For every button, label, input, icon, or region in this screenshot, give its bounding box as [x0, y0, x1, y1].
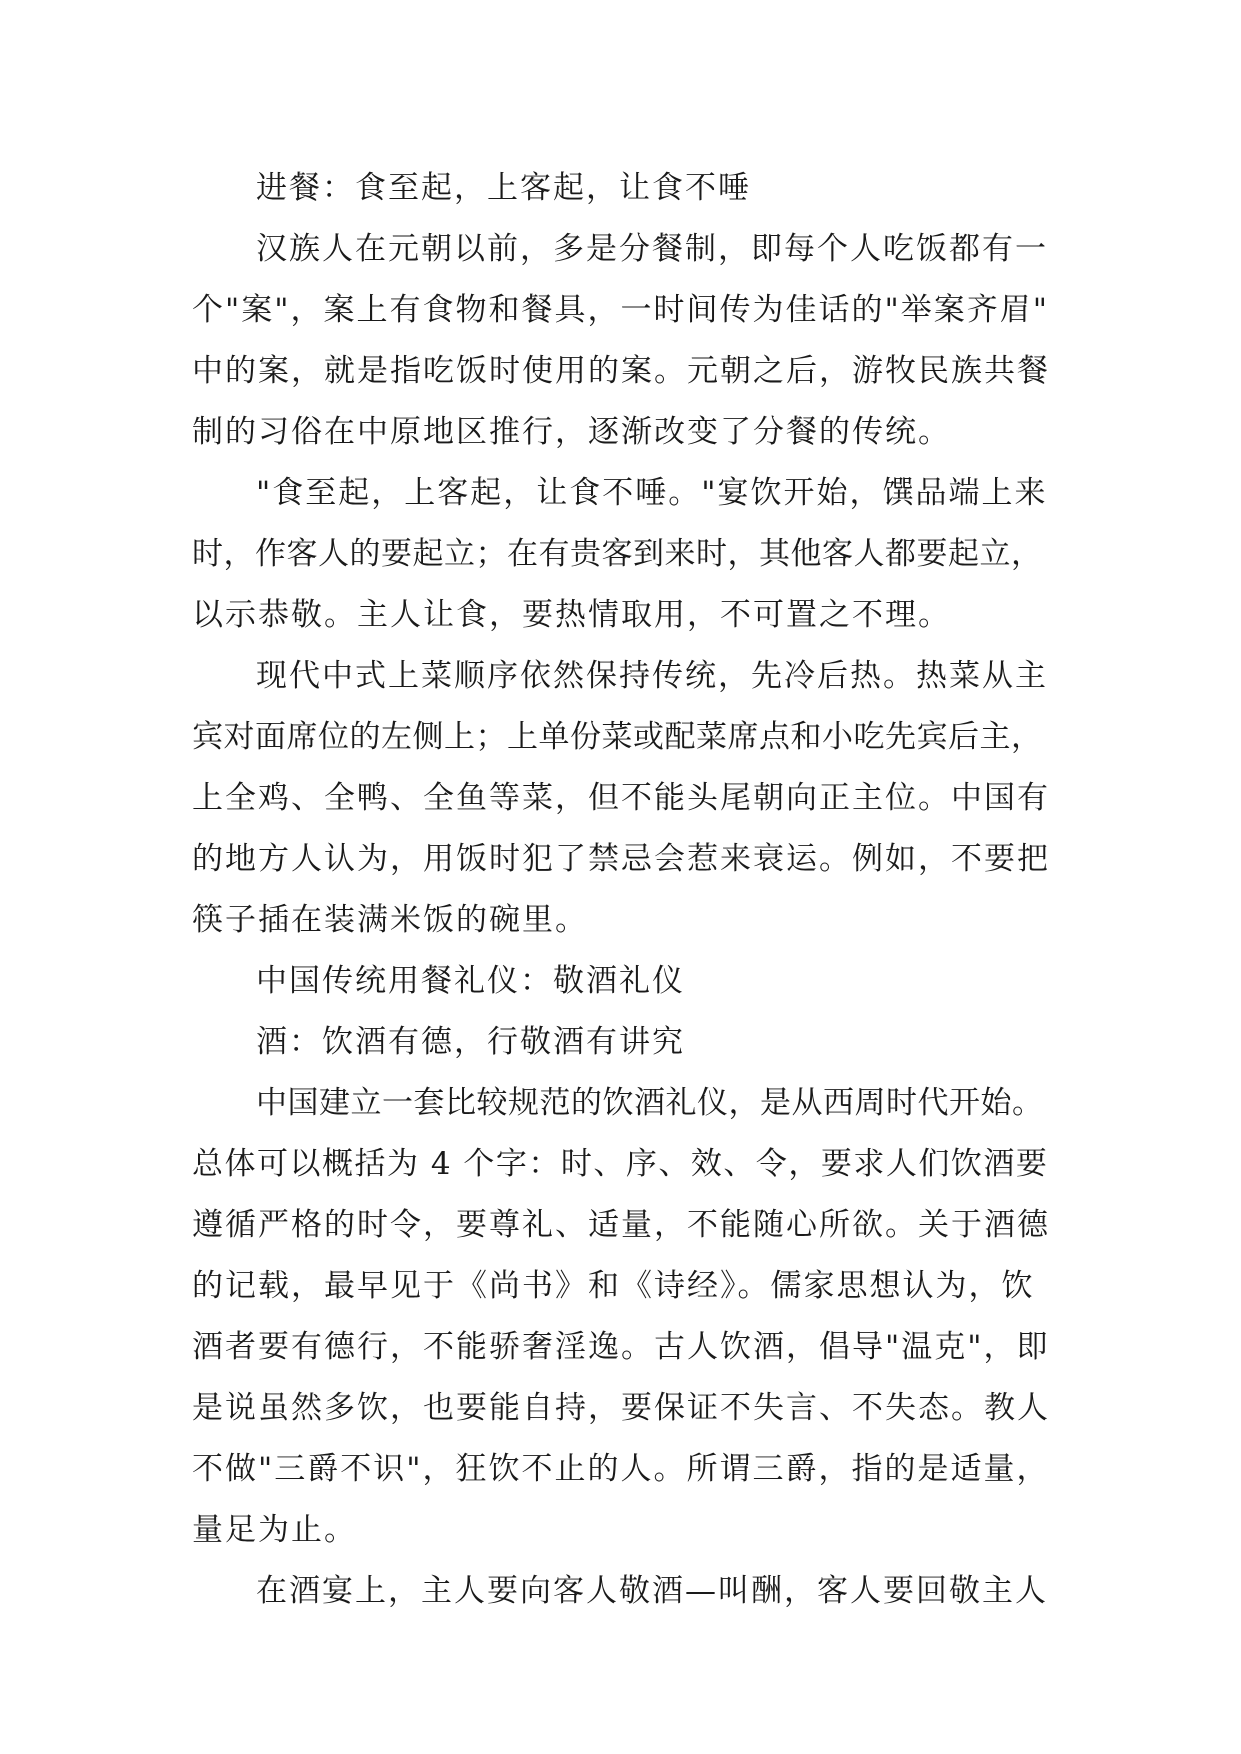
text-line: 遵循严格的时令，要尊礼、适量，不能随心所欲。关于酒德 — [192, 1207, 1050, 1243]
text-line: 是说虽然多饮，也要能自持，要保证不失言、不失态。教人 — [192, 1390, 1050, 1426]
text-line: 中国传统用餐礼仪：敬酒礼仪 — [256, 963, 685, 999]
text-line: 在酒宴上，主人要向客人敬酒—叫酬，客人要回敬主人 — [256, 1573, 1048, 1609]
text-line: 筷子插在装满米饭的碗里。 — [192, 902, 588, 938]
text-line: 现代中式上菜顺序依然保持传统，先冷后热。热菜从主 — [256, 658, 1048, 694]
text-line: 时，作客人的要起立；在有贵客到来时，其他客人都要起立， — [192, 536, 1043, 572]
text-line: 的记载，最早见于《尚书》和《诗经》。儒家思想认为，饮 — [192, 1268, 1035, 1304]
text-line: 以示恭敬。主人让食，要热情取用，不可置之不理。 — [192, 597, 951, 633]
text-line: 中国建立一套比较规范的饮酒礼仪，是从西周时代开始。 — [256, 1085, 1044, 1121]
text-line: 宾对面席位的左侧上；上单份菜或配菜席点和小吃先宾后主， — [192, 719, 1043, 755]
text-line: 总体可以概括为 4 个字：时、序、效、令，要求人们饮酒要 — [192, 1146, 1049, 1182]
text-line: 进餐：食至起，上客起，让食不唾 — [256, 170, 751, 206]
text-line: 量足为止。 — [192, 1512, 357, 1548]
text-line: 制的习俗在中原地区推行，逐渐改变了分餐的传统。 — [192, 414, 951, 450]
text-line: 个"案"，案上有食物和餐具，一时间传为佳话的"举案齐眉" — [192, 292, 1050, 328]
document-body — [192, 158, 1054, 1622]
text-line: 酒者要有德行，不能骄奢淫逸。古人饮酒，倡导"温克"，即 — [192, 1329, 1050, 1365]
text-line: 的地方人认为，用饭时犯了禁忌会惹来衰运。例如，不要把 — [192, 841, 1050, 877]
text-line: 不做"三爵不识"，狂饮不止的人。所谓三爵，指的是适量， — [192, 1451, 1050, 1487]
text-line: 酒：饮酒有德，行敬酒有讲究 — [256, 1024, 685, 1060]
text-line: "食至起，上客起，让食不唾。"宴饮开始，馔品端上来 — [256, 475, 1048, 511]
text-line: 上全鸡、全鸭、全鱼等菜，但不能头尾朝向正主位。中国有 — [192, 780, 1050, 816]
text-line: 中的案，就是指吃饭时使用的案。元朝之后，游牧民族共餐 — [192, 353, 1050, 389]
text-line: 汉族人在元朝以前，多是分餐制，即每个人吃饭都有一 — [256, 231, 1048, 267]
